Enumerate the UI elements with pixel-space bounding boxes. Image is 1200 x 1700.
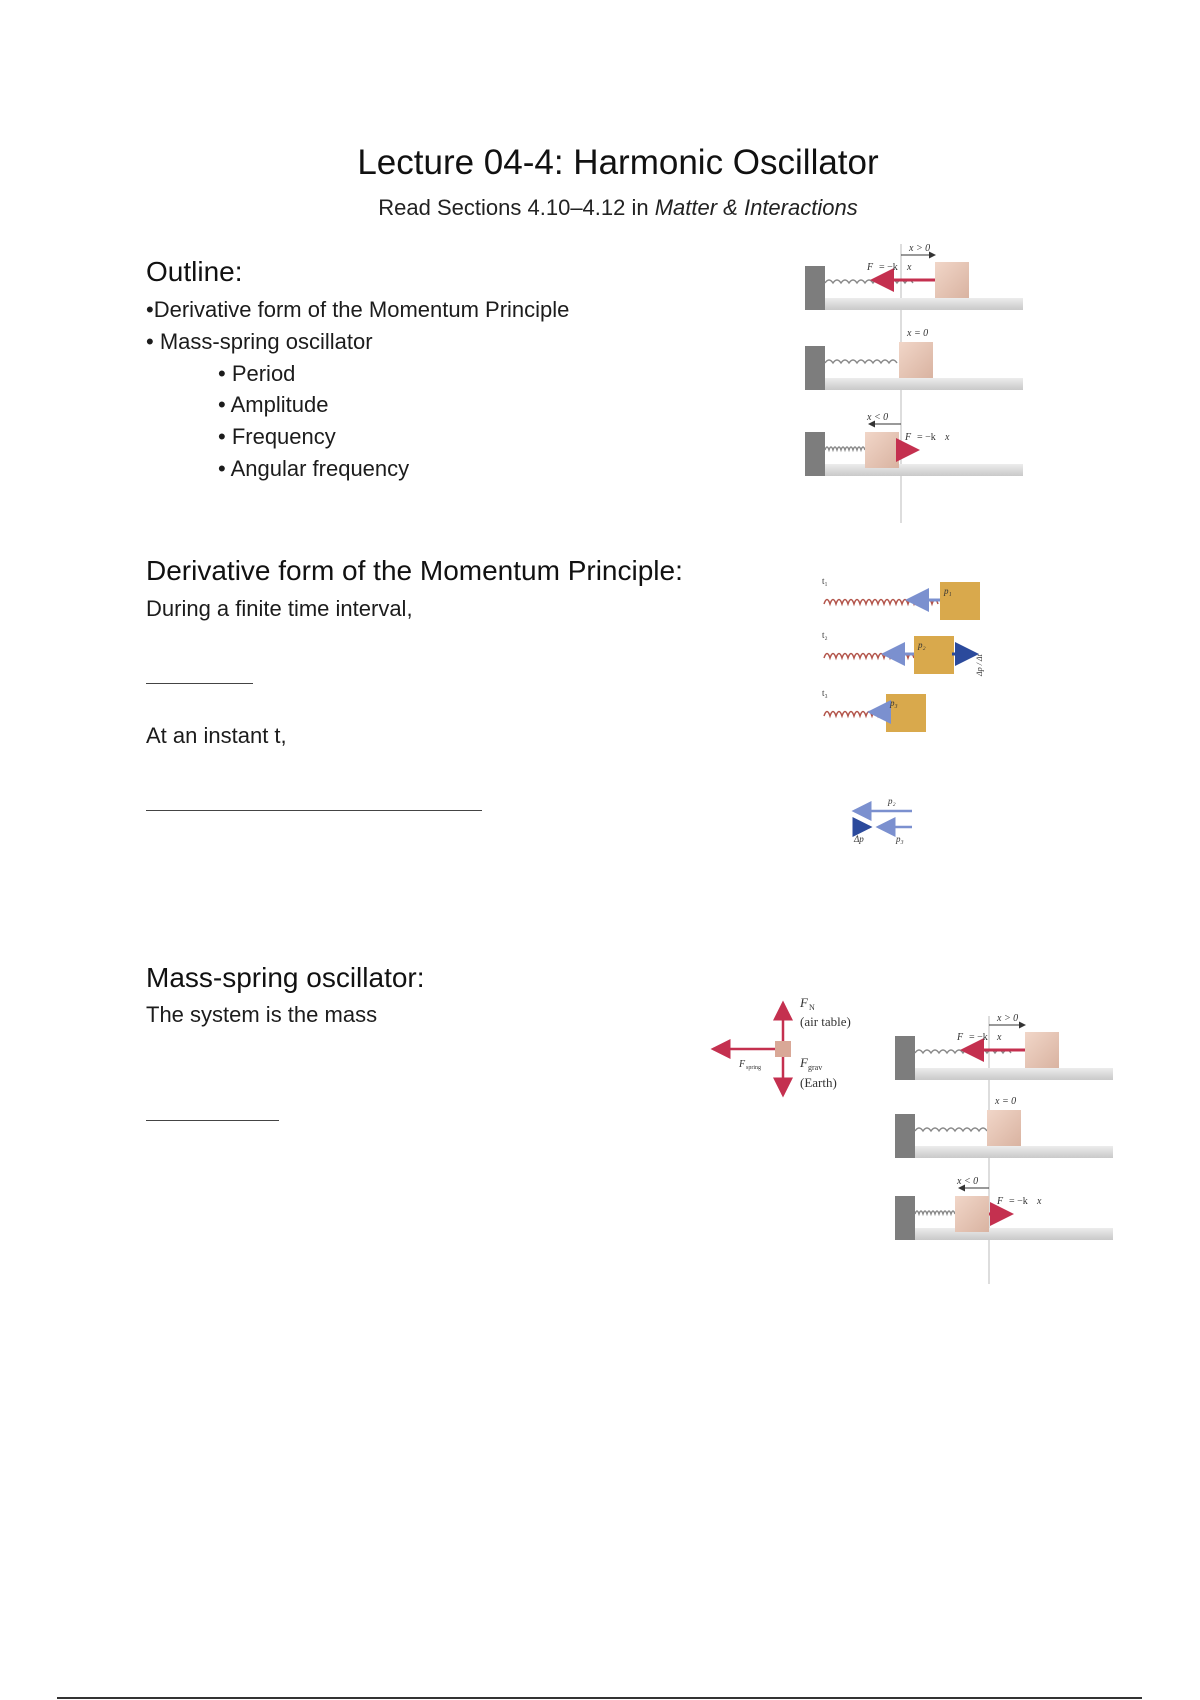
outline-subitem: • Angular frequency xyxy=(218,456,410,481)
spring-block-figure-2 xyxy=(885,1010,1125,1290)
spring-block-figure xyxy=(795,238,1035,528)
label-t1: t₁ xyxy=(822,576,828,586)
force-eq-right: = −k xyxy=(1009,1196,1028,1207)
label-fn: F xyxy=(800,995,808,1010)
answer-blank xyxy=(146,683,253,684)
derivative-heading: Derivative form of the Momentum Principle: xyxy=(146,555,683,586)
outline-item: •Derivative form of the Momentum Principle xyxy=(146,297,570,322)
reading-prefix: Read Sections 4.10–4.12 in xyxy=(378,195,655,220)
finite-interval-text: During a finite time interval, xyxy=(146,596,413,621)
state-equilibrium xyxy=(895,1096,1113,1158)
label-p3: p₃ xyxy=(896,834,904,844)
mass-block xyxy=(775,1041,791,1057)
state-compressed xyxy=(805,412,1023,476)
instant-text: At an instant t, xyxy=(146,723,287,748)
label-x-zero: x = 0 xyxy=(907,328,929,339)
label-p1: p₁ xyxy=(944,586,952,596)
label-p2-vec: p₂ xyxy=(888,796,896,806)
label-p2: p₂ xyxy=(918,640,926,650)
force-var-right: x xyxy=(1037,1196,1042,1207)
state-stretched xyxy=(805,243,1023,310)
label-t2: t₂ xyxy=(822,630,828,640)
label-fgrav-sub: grav xyxy=(808,1063,823,1072)
force-eq-left: = −k xyxy=(969,1032,988,1043)
system-text: The system is the mass xyxy=(146,1002,378,1027)
force-label-left: F xyxy=(957,1032,964,1043)
label-t3: t₃ xyxy=(822,688,828,698)
outline-subitem: • Amplitude xyxy=(218,392,329,417)
force-label-right: F xyxy=(905,432,912,443)
label-dp: Δp xyxy=(854,834,864,844)
page-bottom-rule xyxy=(57,1697,1142,1699)
force-label-right: F xyxy=(997,1196,1004,1207)
label-p3-block: p₃ xyxy=(890,698,898,708)
book-title: Matter & Interactions xyxy=(654,195,858,220)
page-title: Lecture 04-4: Harmonic Oscillator xyxy=(357,143,879,182)
label-x-zero: x = 0 xyxy=(995,1096,1017,1107)
answer-blank xyxy=(146,810,482,811)
outline-subitem: • Frequency xyxy=(218,424,336,449)
label-x-pos: x > 0 xyxy=(909,243,931,254)
force-eq-left: = −k xyxy=(879,262,898,273)
reading-assignment xyxy=(0,195,1200,221)
state-stretched xyxy=(895,1013,1113,1080)
time-step-1 xyxy=(822,576,980,620)
label-fspring: F xyxy=(739,1059,746,1070)
label-fn-sub: N xyxy=(809,1003,815,1012)
vector-addition xyxy=(853,796,912,844)
outline-subitem: • Period xyxy=(218,361,296,386)
oscillator-heading: Mass-spring oscillator: xyxy=(146,962,425,993)
force-var-left: x xyxy=(907,262,912,273)
label-fgrav: F xyxy=(800,1055,808,1070)
momentum-update-figure xyxy=(818,572,1003,852)
label-fspring-sub: spring xyxy=(746,1065,761,1071)
label-fn-desc: (air table) xyxy=(800,1014,851,1029)
state-equilibrium xyxy=(805,328,1023,390)
outline-heading: Outline: xyxy=(146,256,243,287)
label-x-pos: x > 0 xyxy=(997,1013,1019,1024)
force-var-left: x xyxy=(997,1032,1002,1043)
state-compressed xyxy=(895,1176,1113,1240)
force-label-left: F xyxy=(867,262,874,273)
outline-item: • Mass-spring oscillator xyxy=(146,329,373,354)
answer-blank xyxy=(146,1120,279,1121)
label-dp-dt: Δp / Δt xyxy=(975,654,984,676)
time-step-2 xyxy=(822,630,984,677)
time-step-3 xyxy=(822,688,926,732)
force-eq-right: = −k xyxy=(917,432,936,443)
free-body-diagram xyxy=(705,995,880,1105)
label-fgrav-desc: (Earth) xyxy=(800,1075,837,1090)
force-var-right: x xyxy=(945,432,950,443)
label-x-neg: x < 0 xyxy=(957,1176,979,1187)
label-x-neg: x < 0 xyxy=(867,412,889,423)
